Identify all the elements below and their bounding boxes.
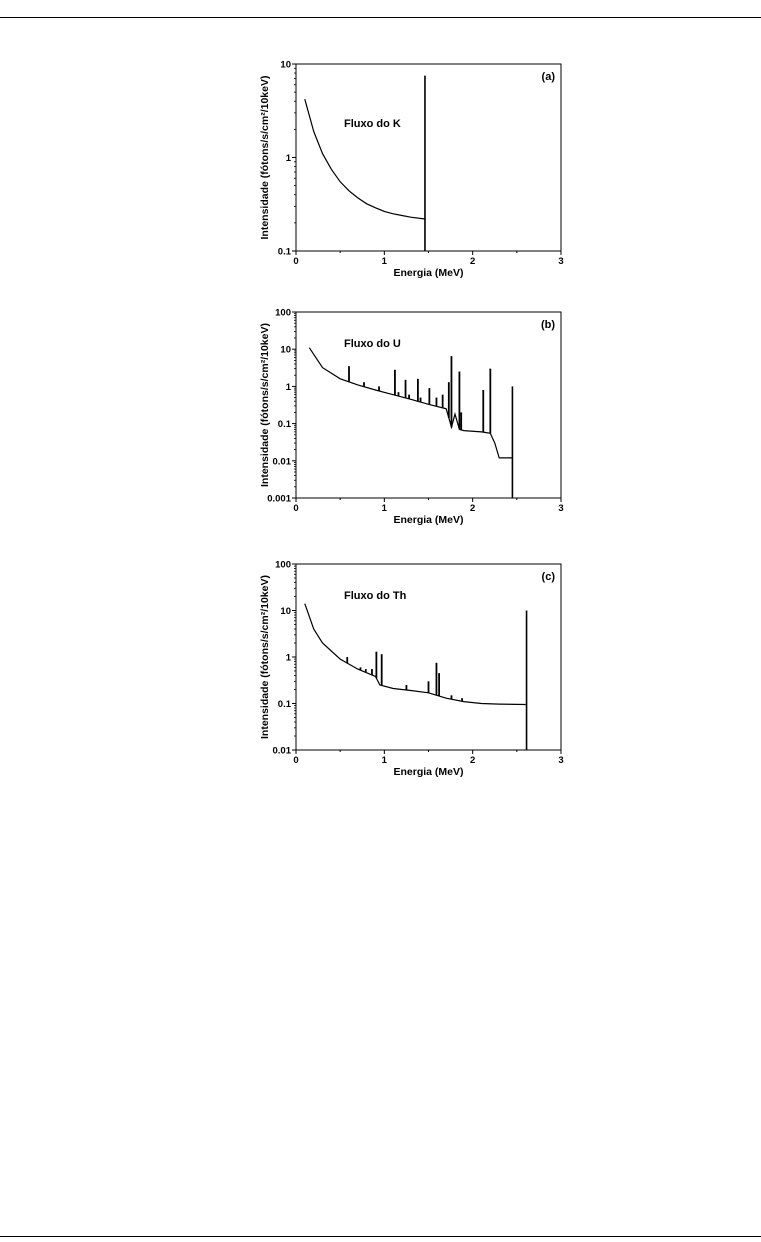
series-annotation: Fluxo do K	[344, 118, 401, 130]
chart-c	[259, 560, 564, 779]
x-tick-label: 2	[470, 755, 476, 766]
x-tick-label: 0	[293, 755, 299, 766]
continuum-line	[305, 604, 526, 705]
x-tick-label: 0	[293, 256, 299, 267]
x-tick-label: 1	[381, 755, 387, 766]
y-tick-label: 10	[280, 344, 291, 356]
chart-a	[259, 60, 564, 280]
plot-frame	[296, 64, 561, 251]
y-tick-label: 0.1	[277, 699, 291, 710]
y-tick-label: 1	[285, 652, 291, 664]
continuum-line	[309, 348, 512, 458]
x-tick-label: 1	[381, 256, 387, 267]
y-axis-title: Intensidade (fótons/s/cm²/10keV)	[259, 575, 271, 739]
y-tick-label: 0.01	[272, 456, 291, 468]
x-tick-label: 0	[293, 503, 299, 514]
x-tick-label: 2	[470, 503, 476, 514]
y-tick-label: 10	[280, 59, 291, 71]
y-tick-label: 100	[275, 307, 291, 319]
y-tick-label: 100	[275, 559, 291, 571]
x-tick-label: 1	[381, 503, 387, 514]
y-tick-label: 0.001	[267, 493, 291, 505]
panel-label: (b)	[540, 319, 555, 331]
y-axis-title: Intensidade (fótons/s/cm²/10keV)	[259, 323, 271, 487]
y-tick-label: 0.1	[277, 419, 291, 431]
panel-label: (c)	[541, 571, 555, 583]
plot-frame	[296, 312, 561, 498]
y-tick-label: 1	[285, 381, 291, 393]
y-tick-label: 0.1	[277, 246, 291, 258]
x-axis-title: Energia (MeV)	[393, 514, 464, 526]
y-tick-label: 10	[280, 606, 291, 617]
x-axis-title: Energia (MeV)	[393, 267, 464, 279]
y-tick-label: 0.01	[272, 745, 291, 757]
panel-label: (a)	[541, 71, 555, 83]
footer-rule	[0, 1236, 761, 1237]
plot-frame	[296, 564, 561, 750]
series-annotation: Fluxo do U	[344, 338, 401, 350]
series-annotation: Fluxo do Th	[344, 590, 407, 602]
x-tick-label: 2	[470, 256, 476, 267]
x-tick-label: 3	[558, 755, 564, 766]
y-tick-label: 1	[285, 153, 291, 164]
x-tick-label: 3	[558, 503, 564, 514]
x-tick-label: 3	[558, 256, 564, 267]
chart-b	[259, 308, 564, 527]
x-axis-title: Energia (MeV)	[393, 766, 464, 778]
y-axis-title: Intensidade (fótons/s/cm²/10keV)	[259, 75, 271, 240]
